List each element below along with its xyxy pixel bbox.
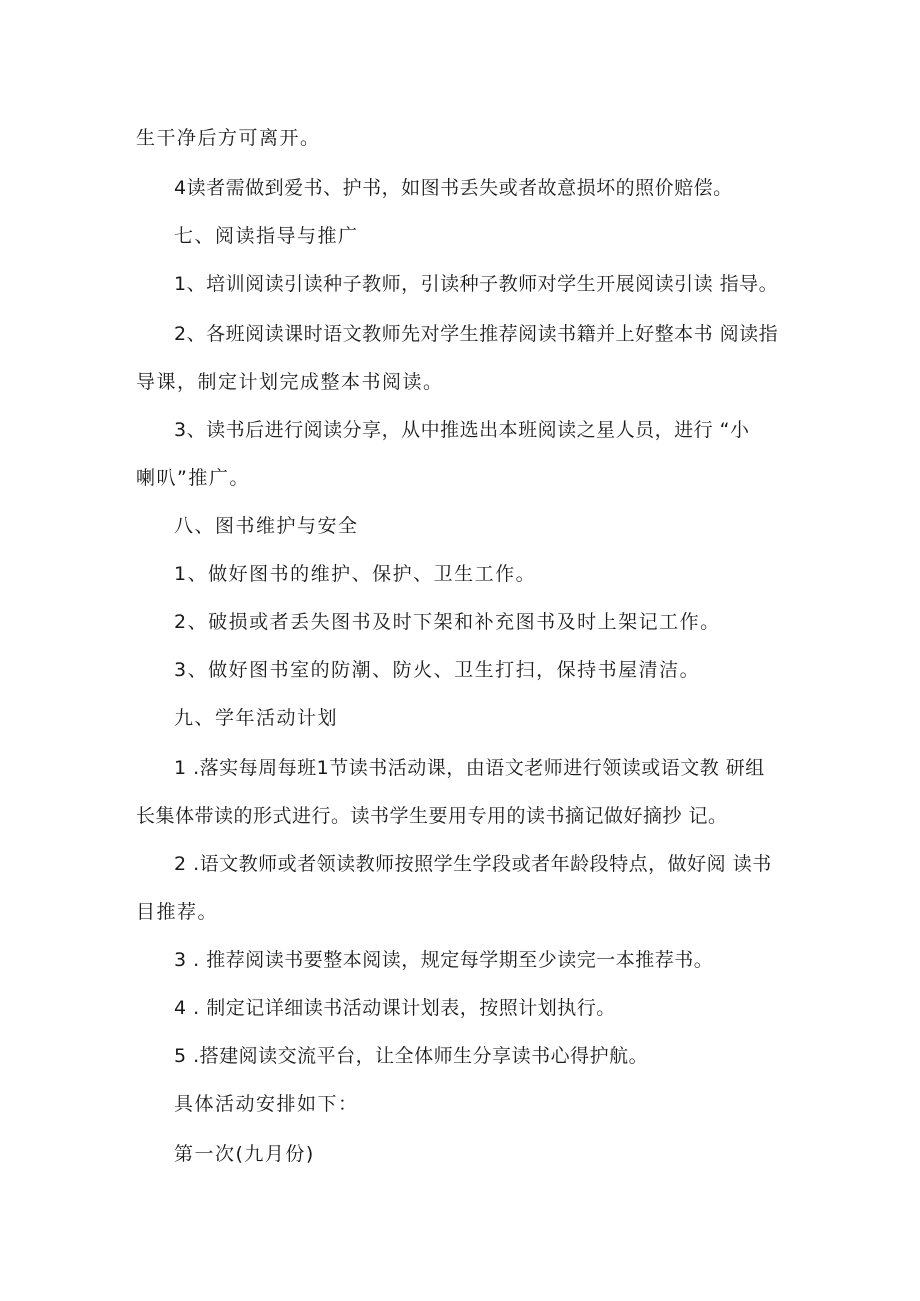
- text-line: 具体活动安排如下：: [174, 1093, 359, 1115]
- text-line: 2 .语文教师或者领读教师按照学生学段或者年龄段特点，做好阅 读书: [174, 853, 772, 875]
- text-line: 第一次(九月份): [174, 1143, 315, 1165]
- text-line: 3、读书后进行阅读分享，从中推选出本班阅读之星人员，进行 “小: [174, 419, 750, 441]
- text-line: 2、各班阅读课时语文教师先对学生推荐阅读书籍并上好整本书 阅读指: [174, 323, 779, 345]
- text-line: 1、培训阅读引读种子教师，引读种子教师对学生开展阅读引读 指导。: [174, 273, 779, 295]
- section-heading: 九、学年活动计划: [174, 707, 339, 729]
- text-line: 4读者需做到爱书、护书，如图书丢失或者故意损坏的照价赔偿。: [174, 177, 733, 199]
- text-line: 4 . 制定记详细读书活动课计划表，按照计划执行。: [174, 997, 616, 1019]
- text-line: 1 .落实每周每班1节读书活动课，由语文老师进行领读或语文教 研组: [174, 757, 765, 779]
- text-line: 长集体带读的形式进行。读书学生要用专用的读书摘记做好摘抄 记。: [136, 805, 728, 827]
- text-line: 导课，制定计划完成整本书阅读。: [136, 371, 444, 393]
- text-line: 生干净后方可离开。: [136, 127, 321, 149]
- text-line: 喇叭”推广。: [136, 467, 250, 489]
- text-line: 3 . 推荐阅读书要整本阅读，规定每学期至少读完一本推荐书。: [174, 949, 714, 971]
- text-line: 3、做好图书室的防潮、防火、卫生打扫，保持书屋清洁。: [174, 659, 701, 681]
- text-line: 2、破损或者丢失图书及时下架和补充图书及时上架记工作。: [174, 611, 721, 633]
- text-line: 5 .搭建阅读交流平台，让全体师生分享读书心得护航。: [174, 1045, 649, 1067]
- text-line: 1、做好图书的维护、保护、卫生工作。: [174, 563, 537, 585]
- section-heading: 八、图书维护与安全: [174, 515, 359, 537]
- text-line: 目推荐。: [136, 901, 219, 923]
- section-heading: 七、阅读指导与推广: [174, 225, 359, 247]
